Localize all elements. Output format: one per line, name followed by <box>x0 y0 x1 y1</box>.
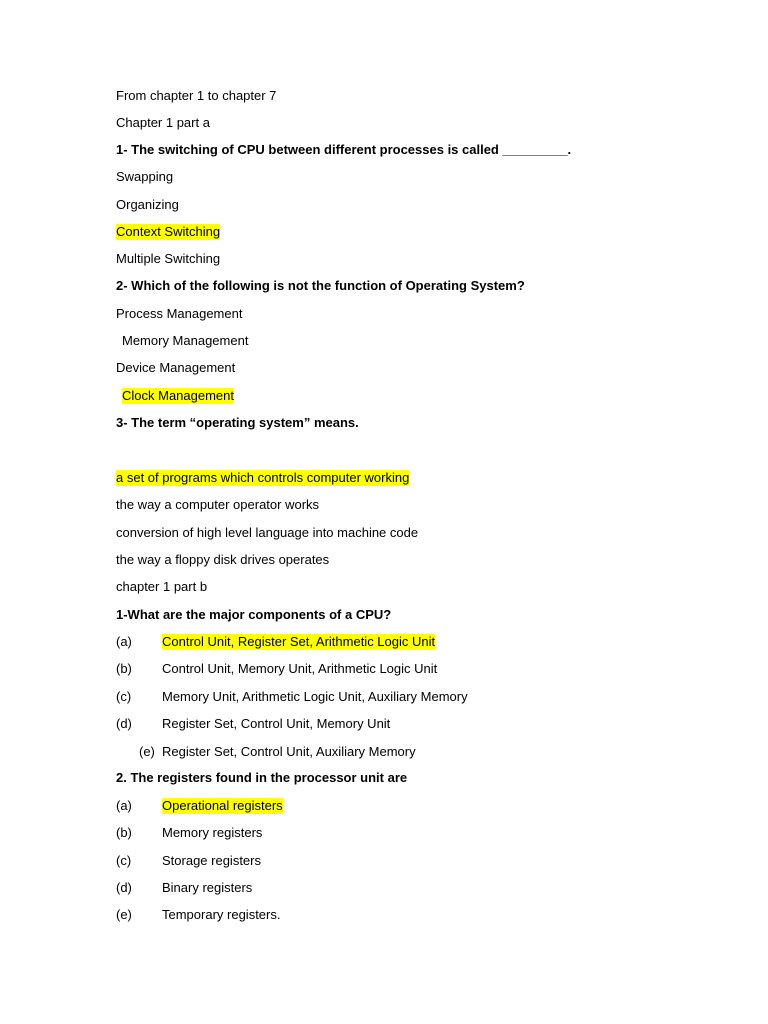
b2-option-e: Temporary registers. <box>162 907 281 922</box>
b2-option-b-letter: (b) <box>116 825 132 840</box>
question-3: 3- The term “operating system” means. <box>116 415 359 430</box>
q3-option-2: the way a computer operator works <box>116 497 320 512</box>
q1-option-3-answer: Context Switching <box>116 224 221 239</box>
b2-option-a-letter: (a) <box>116 798 132 813</box>
question-2: 2- Which of the following is not the function of Operating System? <box>116 278 525 293</box>
b2-option-c-letter: (c) <box>116 853 132 868</box>
b2-option-d-letter: (d) <box>116 880 132 895</box>
b2-option-c: Storage registers <box>162 853 261 868</box>
q3-option-3: conversion of high level language into machine code <box>116 525 419 540</box>
q2-option-3: Device Management <box>116 360 236 375</box>
part-b-heading: chapter 1 part b <box>116 579 208 594</box>
part-a-heading: Chapter 1 part a <box>116 115 210 130</box>
q2-option-2: Memory Management <box>122 333 249 348</box>
b1-option-c-letter: (c) <box>116 689 132 704</box>
b1-option-e: Register Set, Control Unit, Auxiliary Memory <box>162 744 416 759</box>
q1-option-4: Multiple Switching <box>116 251 221 266</box>
b1-option-d: Register Set, Control Unit, Memory Unit <box>162 716 391 731</box>
part-b-question-1: 1-What are the major components of a CPU? <box>116 607 392 622</box>
q2-option-1: Process Management <box>116 306 243 321</box>
b1-option-c: Memory Unit, Arithmetic Logic Unit, Auxiliary Memory <box>162 689 468 704</box>
intro-text: From chapter 1 to chapter 7 <box>116 88 277 103</box>
q2-option-4-answer: Clock Management <box>122 388 234 403</box>
b1-option-d-letter: (d) <box>116 716 132 731</box>
part-b-question-2: 2. The registers found in the processor unit are <box>116 770 408 785</box>
b2-option-b: Memory registers <box>162 825 263 840</box>
b1-option-a-letter: (a) <box>116 634 132 649</box>
b1-option-b: Control Unit, Memory Unit, Arithmetic Logic Unit <box>162 661 438 676</box>
b1-option-a-answer: Control Unit, Register Set, Arithmetic Logic Unit <box>162 634 436 649</box>
q3-option-4: the way a floppy disk drives operates <box>116 552 330 567</box>
b1-option-b-letter: (b) <box>116 661 132 676</box>
question-1: 1- The switching of CPU between different processes is called _________. <box>116 142 572 157</box>
q3-option-1-answer: a set of programs which controls computer working <box>116 470 410 485</box>
b2-option-a-answer: Operational registers <box>162 798 283 813</box>
b1-option-e-letter: (e) <box>139 744 155 759</box>
b2-option-d: Binary registers <box>162 880 253 895</box>
q1-option-2: Organizing <box>116 197 179 212</box>
q1-option-1: Swapping <box>116 169 174 184</box>
b2-option-e-letter: (e) <box>116 907 132 922</box>
